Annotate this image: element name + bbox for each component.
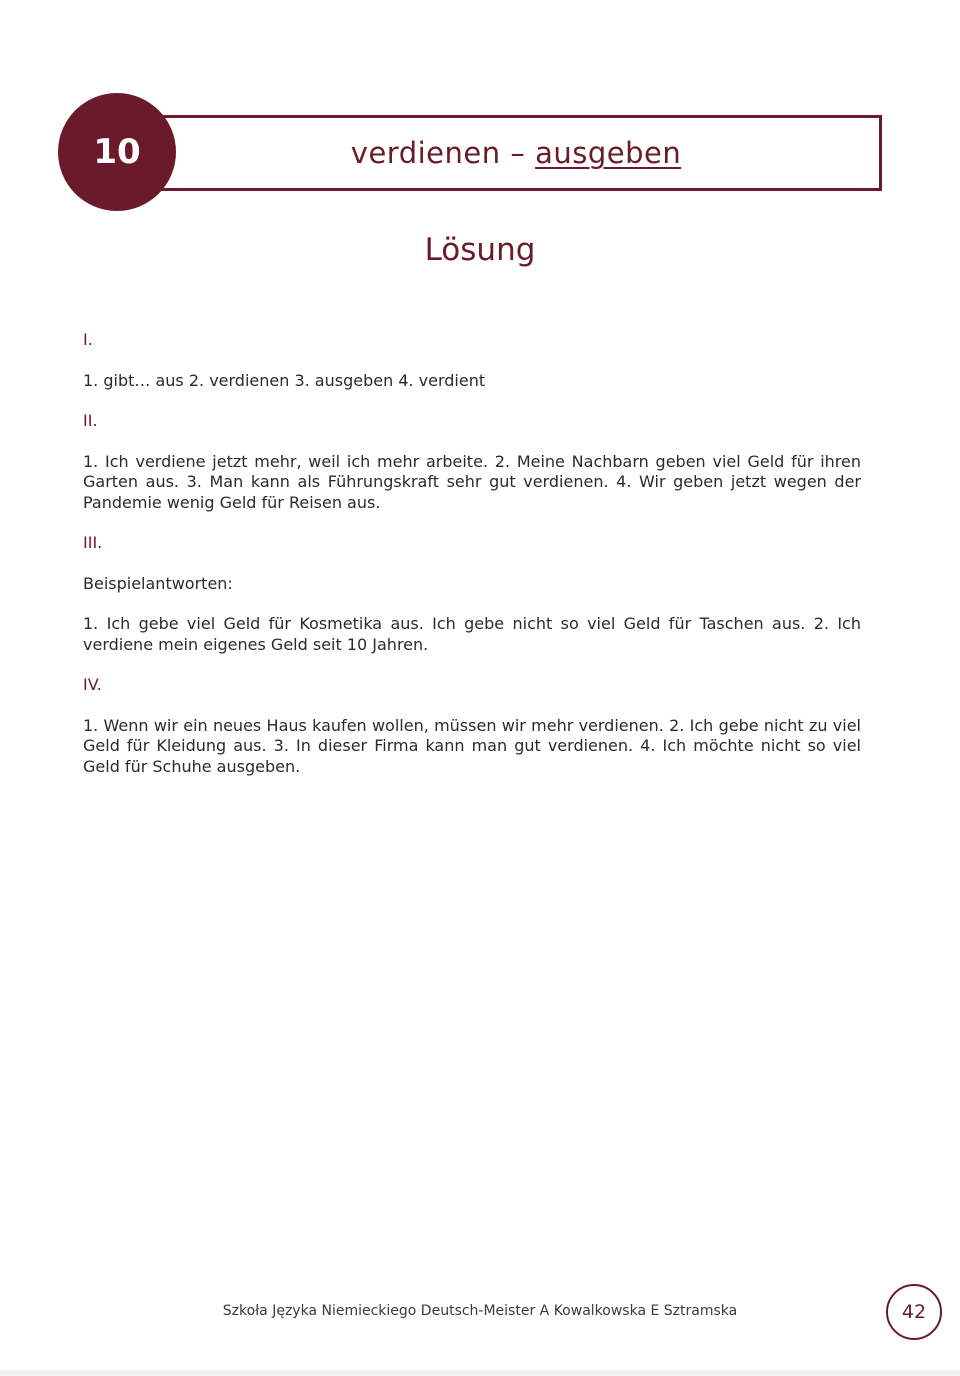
section-2-paragraph: 1. Ich verdiene jetzt mehr, weil ich mehr arbeite. 2. Meine Nachbarn geben viel Geld für ihren Garten aus. 3. Man kann als Führungskraft sehr gut verdienen. 4. Wir geben jetzt wegen der Pandemie wenig Geld für Reisen aus.	[83, 451, 861, 512]
section-1-paragraph: 1. gibt… aus 2. verdienen 3. ausgeben 4. verdient	[83, 370, 486, 390]
solution-content	[83, 330, 861, 797]
section-3-intro: Beispielantworten:	[83, 573, 233, 593]
chapter-header-box	[150, 115, 882, 191]
section-label-1: I.	[83, 330, 93, 349]
footer-credit: Szkoła Języka Niemieckiego Deutsch-Meister A Kowalkowska E Sztramska	[222, 1303, 738, 1319]
chapter-number-badge	[58, 93, 176, 211]
page-number-badge	[886, 1284, 942, 1340]
section-label-2: II.	[83, 411, 98, 430]
section-4-paragraph: 1. Wenn wir ein neues Haus kaufen wollen, müssen wir mehr verdienen. 2. Ich gebe nicht zu viel Geld für Kleidung aus. 3. In dieser Firma kann man gut verdienen. 4. Ich möchte nicht so viel Geld für Schuhe ausgeben.	[83, 715, 861, 776]
section-title: Lösung	[424, 232, 536, 268]
chapter-title-part2: ausgeben	[535, 136, 682, 170]
chapter-title	[153, 136, 879, 170]
chapter-title-part1: verdienen –	[350, 136, 536, 170]
chapter-number: 10	[93, 132, 141, 172]
page-number: 42	[901, 1301, 927, 1323]
page-bottom-edge	[0, 1370, 960, 1376]
section-label-4: IV.	[83, 675, 102, 694]
section-label-3: III.	[83, 533, 103, 552]
section-3-paragraph: 1. Ich gebe viel Geld für Kosmetika aus. Ich gebe nicht so viel Geld für Taschen aus. 2. Ich verdiene mein eigenes Geld seit 10 Jahren.	[83, 614, 861, 654]
